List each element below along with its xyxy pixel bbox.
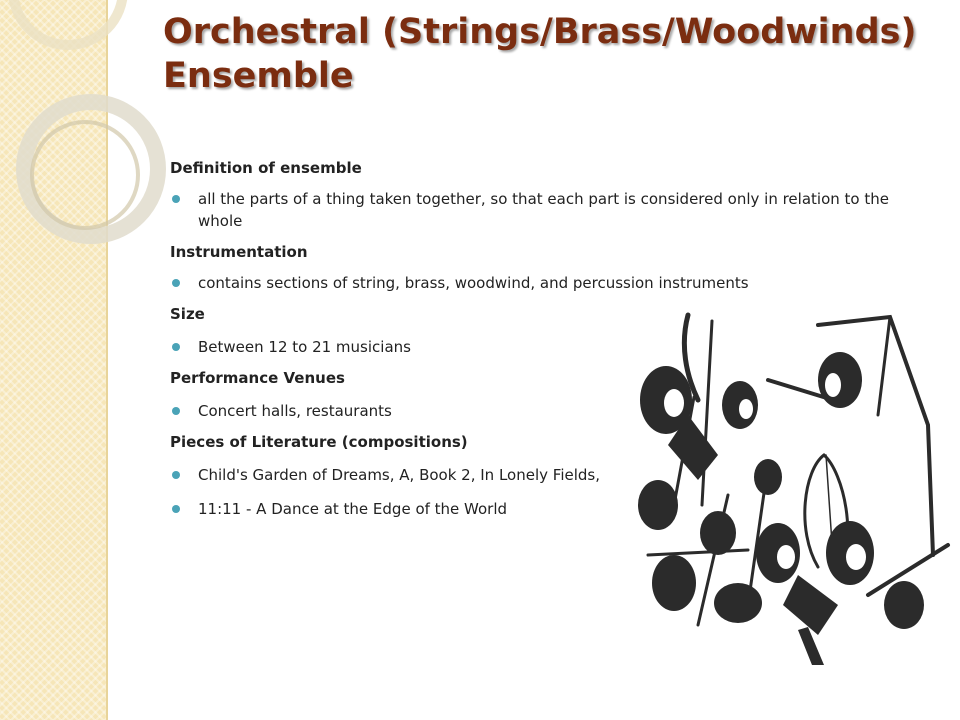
bullet-item: all the parts of a thing taken together, so that each part is considered only in relation to the whole xyxy=(170,188,920,232)
section-heading: Definition of ensemble xyxy=(170,159,362,177)
decorative-ring xyxy=(8,0,128,50)
bullet-item: Between 12 to 21 musicians xyxy=(170,336,920,358)
decorative-side-band xyxy=(0,0,108,720)
section-heading: Size xyxy=(170,305,205,323)
section-heading: Performance Venues xyxy=(170,369,345,387)
section-heading: Pieces of Literature (compositions) xyxy=(170,433,468,451)
bullet-item: Concert halls, restaurants xyxy=(170,400,920,422)
bullet-item: Child's Garden of Dreams, A, Book 2, In Lonely Fields, xyxy=(170,464,920,486)
bullet-item: contains sections of string, brass, woodwind, and percussion instruments xyxy=(170,272,920,294)
orchestra-illustration xyxy=(628,305,958,665)
decorative-ring xyxy=(30,120,140,230)
section-heading: Instrumentation xyxy=(170,243,308,261)
bullet-item: 11:11 - A Dance at the Edge of the World xyxy=(170,498,920,520)
slide-title: Orchestral (Strings/Brass/Woodwinds) Ensemble xyxy=(163,12,917,96)
